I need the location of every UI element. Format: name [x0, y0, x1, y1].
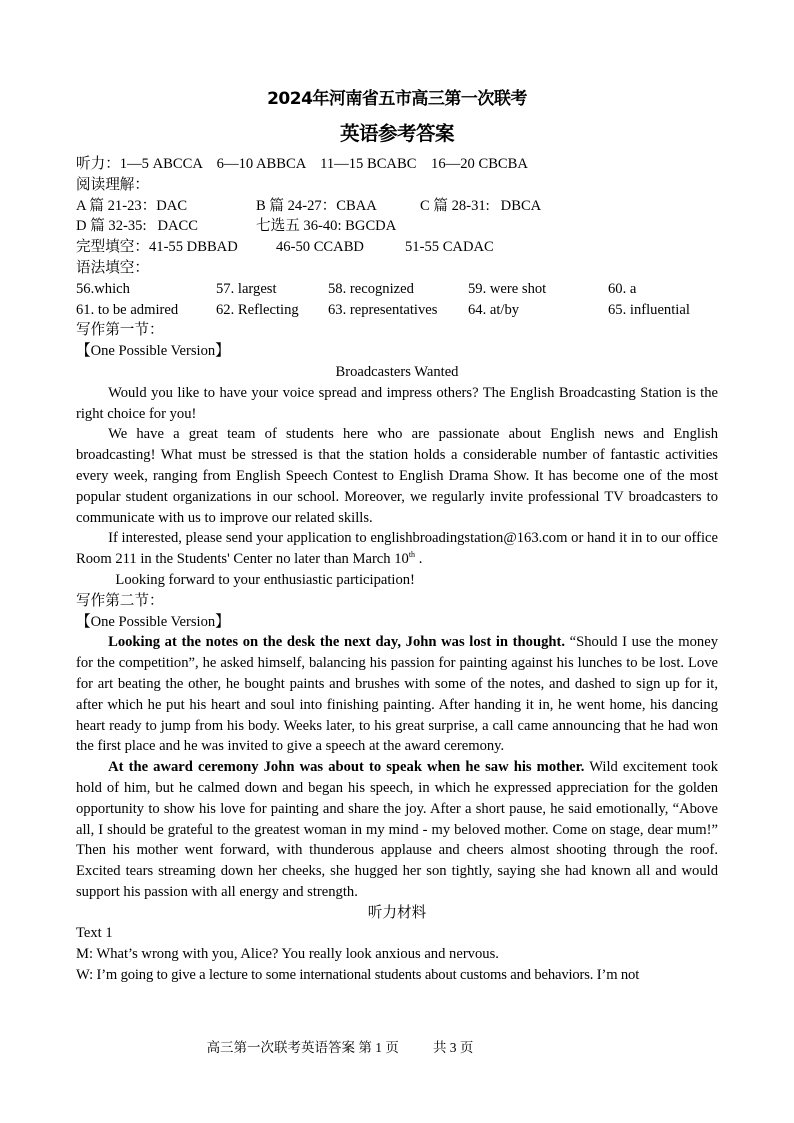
page-footer: [0, 1036, 680, 1056]
grammar-item: 63. representatives: [328, 301, 438, 318]
grammar-item: 65. influential: [608, 301, 690, 318]
listening-text-label: Text 1: [76, 925, 113, 942]
writing2-p2-text: Wild excitement took hold of him, but he calmed down and began his speech, in which he expressed appreciation for the golden opportunity to show his love for painting and share the joy. After a short pause, he said emotionally, “Above all, I should be grateful to the greatest woman in my mind - my beloved mother. Come on stage, dear mum!” Then his mother went forward, with thunderous applause and cheers almost shooting through the roof. Excited tears streaming down her cheeks, she hugged her son tightly, saying she had known all and would support his passion with all energy and strength.: [76, 759, 718, 900]
listening-material-heading: 听力材料: [367, 904, 427, 921]
writing2-heading: 写作第二节：: [76, 592, 164, 609]
reading-c: C 篇 28-31: DBCA: [420, 197, 542, 214]
writing1-version-label: 【One Possible Version】: [76, 343, 230, 360]
grammar-item: 64. at/by: [468, 301, 520, 318]
answer-document: [76, 84, 718, 986]
grammar-item: 56.which: [76, 280, 130, 297]
grammar-row-1: [76, 279, 718, 300]
writing2-paragraph: [76, 632, 718, 757]
writing1-p3-sup: th: [408, 550, 416, 560]
writing1-paragraph: Would you like to have your voice spread and impress others? The English Broadcasting Station is the right choice for you!: [76, 384, 718, 422]
document-subtitle: 英语参考答案: [339, 122, 454, 145]
writing2-version-label: 【One Possible Version】: [76, 613, 230, 630]
footer-page-info: 高三第一次联考英语答案 第 1 页: [206, 1040, 399, 1055]
footer-total-pages: 共 3 页: [432, 1040, 474, 1055]
writing1-p3-text: If interested, please send your application to englishbroadingstation@163.com or hand it in to our office Room 211 in the Students' Center no later than March 10: [76, 530, 718, 568]
listening-line: W: I’m going to give a lecture to some international students about customs and behaviors. I’m not: [76, 967, 640, 984]
reading-a: A 篇 21-23：DAC: [76, 197, 188, 214]
reading-d: D 篇 32-35: DACC: [76, 218, 199, 235]
cloze-1: 完型填空：41-55 DBBAD: [76, 239, 238, 256]
writing1-paragraph: We have a great team of students here who are passionate about English news and English broadcasting! What must be stressed is that the station holds a considerable number of fantastic activities every week, ranging from English Speech Contest to English Drama Show. It has become one of the most popular student organizations in our school. Moreover, we regularly invite professional TV broadcasters to communicate with us to improve our related skills.: [76, 426, 718, 526]
writing2-p1-text: “Should I use the money for the competition”, he asked himself, balancing his passion for painting against his lunches to be lost. Love for art beating the other, he bought paints and brushes with some of the notes, and dashed to sign up for it, after which he put his heart and soul into finishing painting. After handing it in, he went home, his dancing heart ready to jump from his body. Weeks later, to his great surprise, a call came announcing that he had won the first place and he was invited to give a speech at the award ceremony.: [76, 634, 718, 755]
writing2-paragraph: [76, 757, 718, 903]
reading-label: 阅读理解：: [76, 176, 149, 193]
grammar-row-2: [76, 300, 718, 321]
writing2-p2-bold: At the award ceremony John was about to speak when he saw his mother.: [108, 759, 585, 776]
document-title: 2024年河南省五市高三第一次联考: [267, 89, 527, 109]
grammar-item: 59. were shot: [468, 280, 547, 297]
reading-b: B 篇 24-27：CBAA: [256, 197, 377, 214]
grammar-item: 57. largest: [216, 280, 277, 297]
grammar-label: 语法填空：: [76, 259, 149, 276]
grammar-item: 58. recognized: [328, 280, 414, 297]
grammar-item: 61. to be admired: [76, 301, 179, 318]
writing1-p3-end: .: [415, 551, 423, 568]
writing1-title: Broadcasters Wanted: [335, 363, 459, 380]
reading-row-2: [76, 216, 718, 237]
cloze-3: 51-55 CADAC: [405, 239, 494, 256]
reading-row-1: [76, 196, 718, 217]
writing1-heading: 写作第一节：: [76, 322, 164, 339]
listening-line: M: What’s wrong with you, Alice? You really look anxious and nervous.: [76, 946, 499, 963]
cloze-answers: [76, 237, 718, 258]
listening-answers: 听力：1—5 ABCCA 6—10 ABBCA 11—15 BCABC 16—20 CBCBA: [76, 156, 528, 172]
reading-seven: 七选五 36-40: BGCDA: [256, 218, 397, 235]
writing2-p1-bold: Looking at the notes on the desk the next day, John was lost in thought.: [108, 634, 565, 651]
writing1-paragraph: [76, 528, 718, 570]
writing1-paragraph: Looking forward to your enthusiastic participation!: [115, 571, 415, 588]
grammar-item: 62. Reflecting: [216, 301, 299, 318]
grammar-item: 60. a: [608, 280, 637, 297]
cloze-2: 46-50 CCABD: [276, 239, 364, 256]
